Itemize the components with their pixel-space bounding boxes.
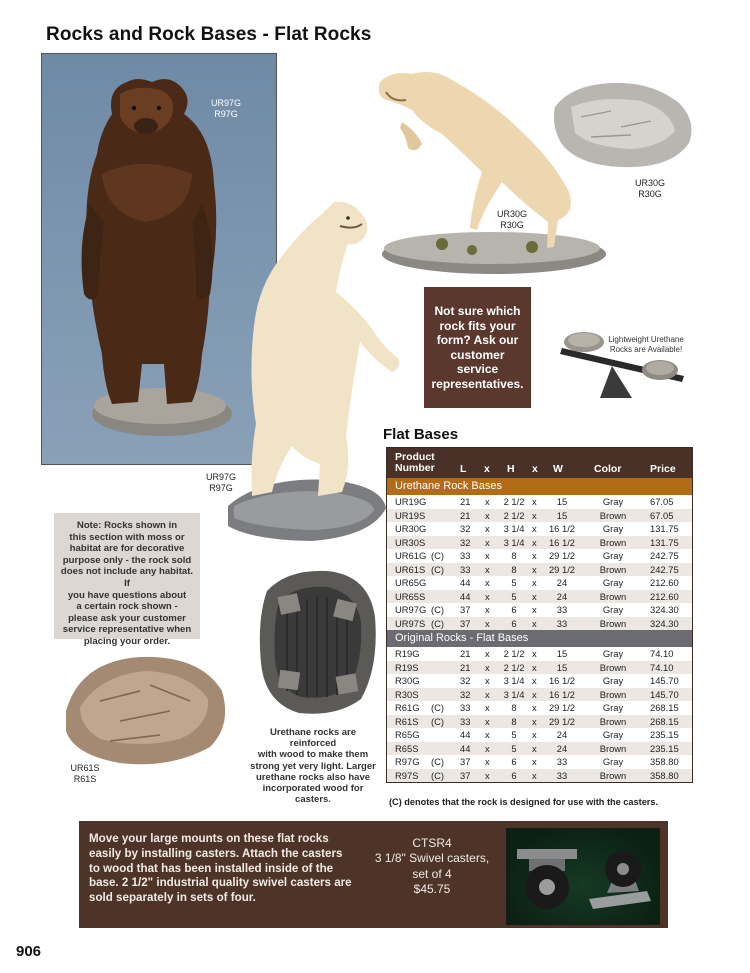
casters-photo [506,828,660,925]
cell-x2: x [532,702,537,713]
code-line: R30G [500,220,524,230]
flat-bases-title: Flat Bases [383,426,459,443]
cell-h: 5 [511,590,517,602]
cell-w: 33 [556,617,568,629]
table-row [387,701,692,715]
cell-c: (C) [431,702,445,713]
cell-h: 2 1/2 [503,509,525,521]
table-row [387,495,692,509]
lightweight-note [608,335,684,355]
cell-l: 44 [460,590,471,602]
cell-w: 24 [556,590,568,602]
cell-h: 3 1/4 [503,675,525,686]
cell-l: 44 [460,729,471,740]
cell-num: UR30G [395,523,427,534]
cell-h: 8 [511,715,517,727]
rock-underside-illustration [257,567,379,717]
casters-product-info [374,836,490,898]
cell-color: Brown [599,563,627,575]
cell-price: 74.10 [650,648,674,659]
table-row [387,522,692,536]
cell-price: 74.10 [650,661,674,673]
cell-color: Brown [599,536,627,548]
header-l: L [460,463,467,475]
cell-price: 324.30 [650,617,679,629]
cell-l: 32 [460,523,471,534]
table-row [387,509,692,523]
table-row [387,647,692,661]
table-row [387,661,692,675]
cell-num: R97S [395,769,419,781]
note-line: Note: Rocks shown in [76,520,178,531]
page-number: 906 [16,943,42,960]
cell-w: 16 1/2 [548,536,576,548]
cell-h: 8 [511,563,517,575]
customer-service-callout [424,287,531,408]
cell-x2: x [532,496,537,507]
note-line: please ask your customer [68,612,186,624]
cell-color: Gray [602,729,624,740]
cell-num: R30G [395,675,420,686]
cell-price: 67.05 [650,496,674,507]
cell-price: 324.30 [650,604,679,615]
casters-footnote: (C) denotes that the rock is designed for use with the casters. [389,797,659,807]
cell-color: Brown [599,715,627,727]
cell-x1: x [485,496,490,507]
swivel-caster-illustration [507,829,659,924]
rock-top-code [630,178,670,200]
cell-num: UR19S [395,509,426,521]
cell-num: UR97S [395,617,426,629]
table-row [387,536,692,550]
cell-x1: x [485,702,490,713]
cell-x1: x [485,617,490,629]
note-line: a certain rock shown - [76,601,178,613]
cell-w: 29 1/2 [548,715,576,727]
cell-x1: x [485,769,490,781]
cell-x2: x [532,756,537,767]
cell-price: 358.80 [650,756,679,767]
cell-price: 268.15 [650,702,679,713]
cell-price: 235.15 [650,742,679,754]
cell-x1: x [485,590,490,602]
cell-x1: x [485,675,490,686]
cell-w: 33 [556,769,568,781]
cell-h: 2 1/2 [503,661,525,673]
cell-x2: x [532,577,537,588]
table-row [387,576,692,590]
section-original-header: Original Rocks - Flat Bases [387,630,692,647]
cell-l: 37 [460,769,471,781]
cell-l: 33 [460,550,471,561]
note-line: Rocks are Available! [609,345,683,354]
cell-color: Brown [599,661,627,673]
callout-line: form? Ask our [436,333,519,347]
cell-num: UR65G [395,577,427,588]
cell-x2: x [532,536,537,548]
cell-h: 3 1/4 [503,536,525,548]
cell-h: 8 [511,702,517,713]
cell-h: 6 [511,604,517,615]
cell-l: 37 [460,604,471,615]
cell-w: 15 [556,648,568,659]
code-line: UR30G [634,178,665,188]
note-line: does not include any habitat. If [60,566,194,589]
cell-x2: x [532,661,537,673]
table-header [387,448,692,478]
header-price: Price [650,463,676,475]
casters-name: 3 1/8" Swivel casters, [374,851,490,866]
note-line: this section with moss or [69,531,185,543]
code-line: R61S [73,774,97,784]
cell-x1: x [485,729,490,740]
cell-l: 21 [460,648,471,659]
cell-x2: x [532,563,537,575]
description-line: Move your large mounts on these flat rocks [89,832,329,845]
cell-w: 24 [556,729,568,740]
cell-num: UR19G [395,496,427,507]
table-row [387,549,692,563]
cell-c: (C) [431,769,445,781]
cell-w: 16 1/2 [548,688,576,700]
cell-l: 21 [460,661,471,673]
cell-x2: x [532,769,537,781]
note-line: habitat are for decorative [69,543,185,555]
cell-price: 358.80 [650,769,679,781]
cell-x2: x [532,675,537,686]
header-x2: x [532,463,538,475]
cell-l: 33 [460,702,471,713]
cell-h: 5 [511,577,517,588]
table-row [387,617,692,631]
cell-h: 6 [511,617,517,629]
cell-w: 15 [556,496,568,507]
bear-photo-code [206,98,246,120]
section-urethane-header: Urethane Rock Bases [387,478,692,495]
cell-h: 3 1/4 [503,688,525,700]
cell-x2: x [532,742,537,754]
header-color: Color [594,463,622,475]
cell-x1: x [485,715,490,727]
brown-rock-illustration [60,651,230,769]
cell-price: 242.75 [650,563,679,575]
table-row [387,742,692,756]
cell-price: 145.70 [650,675,679,686]
cell-price: 268.15 [650,715,679,727]
cell-l: 37 [460,617,471,629]
cell-c: (C) [431,550,445,561]
habitat-note [54,513,200,647]
header-w: W [553,463,563,475]
cell-price: 212.60 [650,590,679,602]
cell-x2: x [532,523,537,534]
cell-c: (C) [431,756,445,767]
table-row [387,728,692,742]
cell-num: R65G [395,729,420,740]
description-line: to wood that has been installed inside of the [89,861,334,875]
cell-l: 32 [460,675,471,686]
header-x1: x [484,463,490,475]
cell-price: 235.15 [650,729,679,740]
note-line: with wood to make them [257,749,369,761]
cell-l: 32 [460,688,471,700]
cell-w: 16 1/2 [548,675,576,686]
cell-x2: x [532,590,537,602]
cell-num: UR30S [395,536,426,548]
code-line: R30G [638,189,662,199]
casters-price: $45.75 [413,882,451,897]
casters-code: CTSR4 [412,836,452,850]
cell-l: 33 [460,563,471,575]
cell-color: Gray [602,523,624,534]
page-title: Rocks and Rock Bases - Flat Rocks [46,24,372,45]
cell-color: Gray [602,577,624,588]
callout-line: representatives. [431,376,524,391]
callout-line: customer [450,347,505,362]
table-row [387,563,692,577]
cell-color: Gray [602,756,624,767]
cell-w: 33 [556,604,568,615]
note-line: you have questions about [67,589,187,601]
cell-num: R30S [395,688,419,700]
description-line: easily by installing casters. Attach the casters [89,846,343,860]
cell-h: 6 [511,756,517,767]
cell-l: 44 [460,577,471,588]
cell-x2: x [532,648,537,659]
bear-form-code [201,472,241,494]
code-line: UR97G [205,472,236,482]
cell-w: 24 [556,577,568,588]
note-line: service representative when [62,624,192,636]
urethane-note [248,727,378,805]
cell-l: 37 [460,756,471,767]
cell-w: 29 1/2 [548,702,576,713]
cell-x1: x [485,604,490,615]
cell-price: 242.75 [650,550,679,561]
cell-color: Gray [602,604,624,615]
cell-x2: x [532,550,537,561]
cell-h: 5 [511,729,517,740]
code-line: UR97G [210,98,241,108]
cell-price: 131.75 [650,523,679,534]
cell-c: (C) [431,563,445,575]
cell-w: 29 1/2 [548,550,576,561]
cell-color: Brown [599,617,627,629]
code-line: R97G [209,483,233,493]
cell-x1: x [485,661,490,673]
cell-h: 2 1/2 [503,496,525,507]
cell-x2: x [532,688,537,700]
table-row [387,603,692,617]
cell-l: 32 [460,536,471,548]
cell-x2: x [532,509,537,521]
cell-w: 33 [556,756,568,767]
cell-color: Gray [602,496,624,507]
cell-num: UR65S [395,590,426,602]
cell-x2: x [532,604,537,615]
table-row [387,755,692,769]
description-line: base. 2 1/2" industrial quality swivel casters are [89,876,352,890]
cell-num: R19G [395,648,420,659]
cell-h: 8 [511,550,517,561]
note-line: casters. [295,794,331,806]
note-line: Lightweight Urethane [608,335,684,344]
cell-x1: x [485,550,490,561]
cell-num: R65S [395,742,419,754]
cell-x1: x [485,688,490,700]
cell-w: 29 1/2 [548,563,576,575]
note-line: strong yet very light. Larger [250,760,376,772]
table-row [387,674,692,688]
header-product-line: Product [395,451,435,463]
cell-x1: x [485,509,490,521]
cell-price: 212.60 [650,577,679,588]
header-h: H [507,463,515,475]
cell-w: 15 [556,509,568,521]
cell-l: 21 [460,509,471,521]
boar-code [492,209,532,231]
note-line: placing your order. [83,635,171,647]
cell-x1: x [485,536,490,548]
cell-color: Brown [599,742,627,754]
cell-color: Gray [602,675,624,686]
callout-line: rock fits your [439,318,516,333]
note-line: incorporated wood for [262,783,364,795]
cell-x2: x [532,617,537,629]
description-line: sold separately in sets of four. [89,891,256,905]
cell-h: 3 1/4 [503,523,525,534]
cell-price: 67.05 [650,509,674,521]
cell-w: 15 [556,661,568,673]
table-body [387,478,692,782]
cell-color: Gray [602,648,624,659]
cell-num: R61S [395,715,419,727]
rock-bottom-code [65,763,105,785]
cell-color: Gray [602,550,624,561]
callout-line: Not sure which [434,304,521,318]
note-line: urethane rocks also have [255,771,371,783]
cell-l: 44 [460,742,471,754]
cell-x2: x [532,715,537,727]
cell-c: (C) [431,604,445,615]
table-row [387,715,692,729]
note-line: purpose only - the rock sold [62,554,192,566]
casters-name: set of 4 [412,866,452,881]
cell-h: 2 1/2 [503,648,525,659]
cell-l: 21 [460,496,471,507]
cell-x1: x [485,563,490,575]
cell-x1: x [485,523,490,534]
table-row [387,590,692,604]
callout-line: service [456,362,499,376]
cell-color: Brown [599,590,627,602]
cell-num: R61G [395,702,420,713]
table-row [387,769,692,783]
cell-color: Gray [602,702,624,713]
cell-price: 131.75 [650,536,679,548]
cell-x1: x [485,756,490,767]
note-line: reinforced [289,738,337,750]
header-product-line: Number [395,462,435,474]
cell-w: 24 [556,742,568,754]
cell-l: 33 [460,715,471,727]
cell-num: UR61S [395,563,426,575]
cell-num: UR61G [395,550,427,561]
cell-num: R97G [395,756,420,767]
bear-form-illustration [222,196,404,546]
code-line: UR61S [70,763,100,773]
cell-color: Brown [599,688,627,700]
cell-x1: x [485,648,490,659]
cell-x1: x [485,577,490,588]
cell-color: Brown [599,509,627,521]
cell-h: 6 [511,769,517,781]
cell-h: 5 [511,742,517,754]
note-line: Urethane rocks are [269,727,357,738]
code-line: R97G [214,109,238,119]
table-row [387,688,692,702]
cell-w: 16 1/2 [548,523,576,534]
code-line: UR30G [496,209,527,219]
gray-rock-illustration [551,77,697,173]
cell-price: 145.70 [650,688,679,700]
cell-x2: x [532,729,537,740]
cell-c: (C) [431,617,445,629]
header-product [395,452,435,474]
cell-x1: x [485,742,490,754]
flat-bases-table [386,447,693,783]
cell-color: Brown [599,769,627,781]
cell-num: UR97G [395,604,427,615]
cell-num: R19S [395,661,419,673]
cell-c: (C) [431,715,445,727]
casters-description [89,832,353,906]
